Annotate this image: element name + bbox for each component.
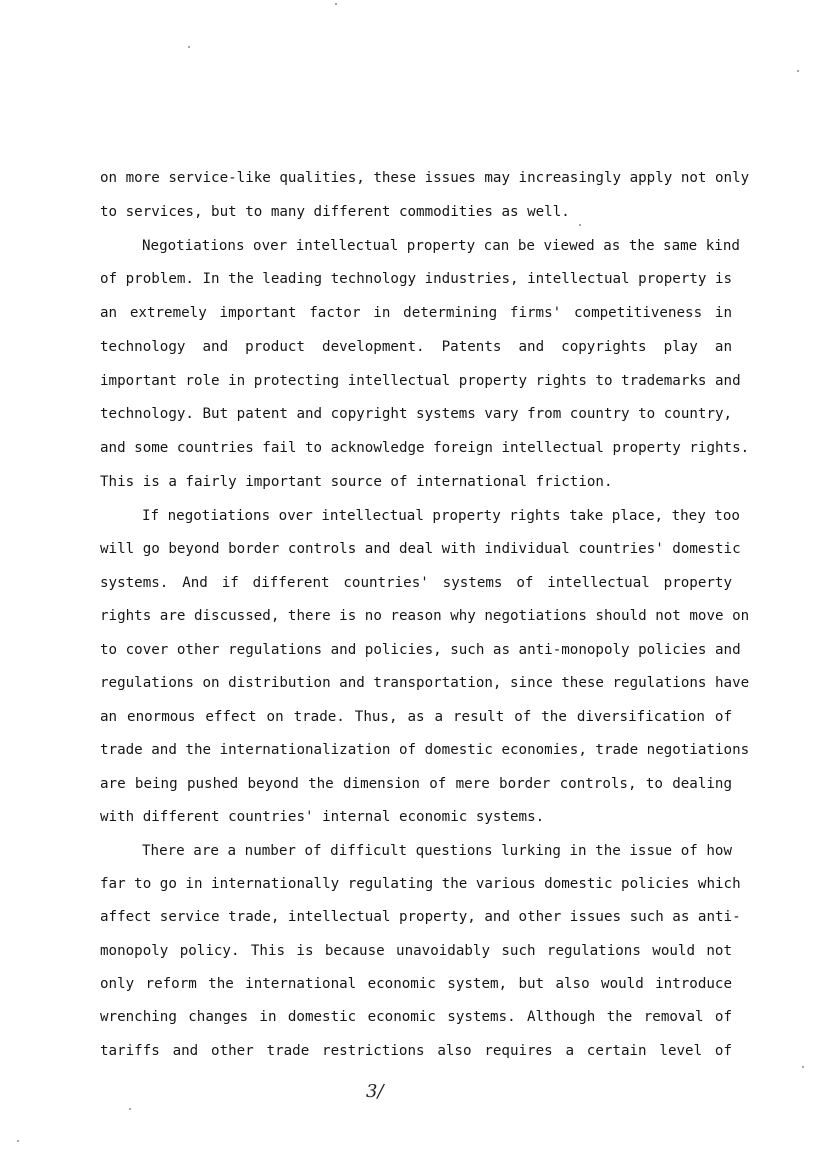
text-line: with different countries' internal economic systems. bbox=[100, 809, 545, 825]
text-line: important role in protecting intellectual property rights to trademarks and bbox=[100, 373, 741, 389]
text-line: technology and product development. Patents and copyrights play an bbox=[100, 339, 732, 355]
scan-speck bbox=[188, 46, 190, 48]
text-line: regulations on distribution and transportation, since these regulations have bbox=[100, 675, 750, 691]
text-line: technology. But patent and copyright systems vary from country to country, bbox=[100, 406, 733, 422]
text-line: rights are discussed, there is no reason why negotiations should not move on bbox=[100, 608, 750, 624]
text-line: affect service trade, intellectual property, and other issues such as anti- bbox=[100, 909, 741, 925]
text-line: of problem. In the leading technology industries, intellectual property is bbox=[100, 271, 733, 287]
text-line: are being pushed beyond the dimension of mere border controls, to dealing bbox=[100, 776, 732, 792]
text-line: systems. And if different countries' systems of intellectual property bbox=[100, 575, 732, 591]
text-line: far to go in internationally regulating the various domestic policies which bbox=[100, 876, 741, 892]
text-line: trade and the internationalization of domestic economies, trade negotiations bbox=[100, 742, 750, 758]
text-line: on more service-like qualities, these issues may increasingly apply not only bbox=[100, 170, 750, 186]
text-line: tariffs and other trade restrictions also requires a certain level of bbox=[100, 1043, 732, 1059]
text-line: monopoly policy. This is because unavoidably such regulations would not bbox=[100, 943, 732, 959]
scan-speck bbox=[17, 1140, 19, 1142]
scan-speck bbox=[797, 70, 799, 72]
text-line: and some countries fail to acknowledge foreign intellectual property rights. bbox=[100, 440, 750, 456]
scan-speck bbox=[802, 1066, 804, 1068]
text-line: only reform the international economic system, but also would introduce bbox=[100, 976, 732, 992]
text-line: to services, but to many different commodities as well. bbox=[100, 204, 570, 220]
text-line: This is a fairly important source of international friction. bbox=[100, 474, 613, 490]
page-number: 3/ bbox=[366, 1081, 384, 1102]
text-line: Negotiations over intellectual property can be viewed as the same kind bbox=[142, 238, 740, 254]
text-line: to cover other regulations and policies, such as anti-monopoly policies and bbox=[100, 642, 741, 658]
text-line: an extremely important factor in determining firms' competitiveness in bbox=[100, 305, 732, 321]
scan-speck bbox=[579, 224, 581, 226]
text-line: If negotiations over intellectual property rights take place, they too bbox=[142, 508, 740, 524]
scan-speck bbox=[129, 1108, 131, 1110]
text-line: will go beyond border controls and deal with individual countries' domestic bbox=[100, 541, 741, 557]
text-line: There are a number of difficult questions lurking in the issue of how bbox=[142, 843, 732, 859]
text-line: an enormous effect on trade. Thus, as a result of the diversification of bbox=[100, 709, 732, 725]
scan-speck bbox=[335, 3, 337, 5]
text-line: wrenching changes in domestic economic systems. Although the removal of bbox=[100, 1009, 732, 1025]
